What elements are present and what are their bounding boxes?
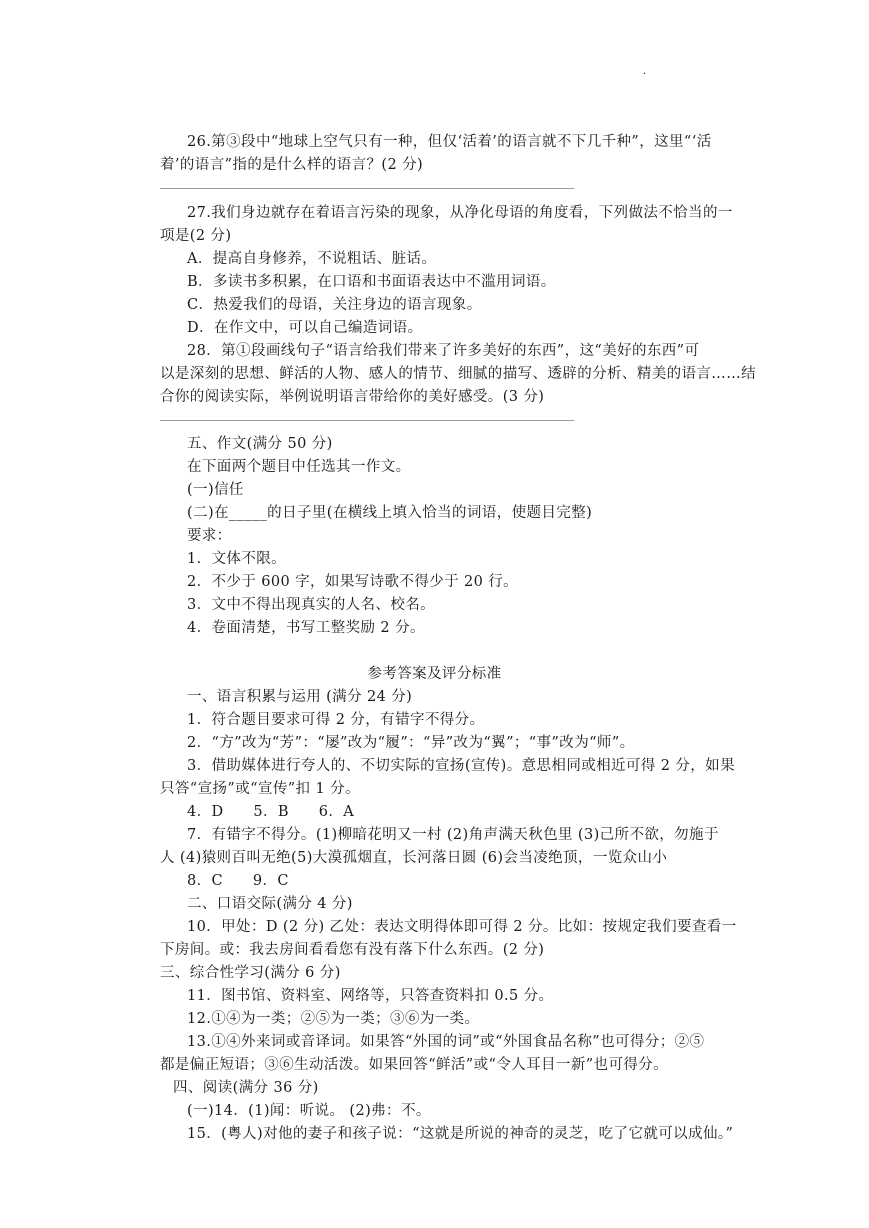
answer-12: 12.①④为一类；②⑤为一类；③⑥为一类。 <box>187 1011 480 1027</box>
q26-line2: 着’的语言”指的是什么样的语言？(2 分) <box>160 157 424 173</box>
q28-line3: 合你的阅读实际，举例说明语言带给你的美好感受。(3 分) <box>160 389 545 405</box>
essay-requirement: 2．不少于 600 字，如果写诗歌不得少于 20 行。 <box>187 574 519 590</box>
q27-option-b: B．多读书多积累，在口语和书面语表达中不滥用词语。 <box>187 274 556 290</box>
q27-option-a: A．提高自身修养，不说粗话、脏话。 <box>187 251 437 267</box>
answers-title: 参考答案及评分标准 <box>367 666 502 682</box>
answer-2: 2．“方”改为“芳”：“屡”改为“履”：“异”改为“翼”；“事”改为“师”。 <box>187 735 635 751</box>
answer-3-line2: 只答“宣扬”或“宣传”扣 1 分。 <box>160 781 360 797</box>
answer-13-line1: 13.①④外来词或音译词。如果答“外国的词”或“外国食品名称”也可得分；②⑤ <box>187 1034 705 1050</box>
q28-line1: 28．第①段画线句子“语言给我们带来了许多美好的东西”，这“美好的东西”可 <box>187 343 700 359</box>
essay-intro: 在下面两个题目中任选其一作文。 <box>187 459 411 475</box>
essay-requirement: 3．文中不得出现真实的人名、校名。 <box>187 597 436 613</box>
essay-requirements-label: 要求： <box>187 528 232 544</box>
answer-line <box>160 188 574 189</box>
answer-14: (一)14．(1)闻：听说。 (2)弗：不。 <box>187 1103 431 1119</box>
answer-15: 15．(粤人)对他的妻子和孩子说：“这就是所说的神奇的灵芝，吃了它就可以成仙。” <box>187 1126 734 1142</box>
essay-topic-1: (一)信任 <box>187 482 244 498</box>
answer-line <box>160 420 574 421</box>
section-heading: 一、语言积累与运用 (满分 24 分) <box>187 689 413 705</box>
q27-option-d: D．在作文中，可以自己编造词语。 <box>187 320 423 336</box>
section-heading: 三、综合性学习(满分 6 分) <box>160 965 341 981</box>
essay-requirement: 4．卷面清楚，书写工整奖励 2 分。 <box>187 620 425 636</box>
answer-13-line2: 都是偏正短语；③⑥生动活泼。如果回答“鲜活”或“令人耳目一新”也可得分。 <box>160 1057 669 1073</box>
answer-7-line2: 人 (4)猿则百叫无绝(5)大漠孤烟直，长河落日圆 (6)会当凌绝顶，一览众山小 <box>160 850 668 866</box>
q27-line2: 项是(2 分) <box>160 228 232 244</box>
answer-1: 1．符合题目要求可得 2 分，有错字不得分。 <box>187 712 485 728</box>
answers-8-9: 8．C 9．C <box>187 873 289 889</box>
answer-3-line1: 3．借助媒体进行夸人的、不切实际的宣扬(宣传)。意思相同或相近可得 2 分，如果 <box>187 758 735 774</box>
q27-line1: 27.我们身边就存在着语言污染的现象，从净化母语的角度看，下列做法不恰当的一 <box>187 205 733 221</box>
essay-requirement: 1．文体不限。 <box>187 551 287 567</box>
answer-10-line2: 下房间。或：我去房间看看您有没有落下什么东西。(2 分) <box>160 942 545 958</box>
page-mark: · <box>643 69 647 80</box>
answer-10-line1: 10．甲处：D (2 分) 乙处：表达文明得体即可得 2 分。比如：按规定我们要查看一 <box>187 919 737 935</box>
essay-topic-2: (二)在_____的日子里(在横线上填入恰当的词语，使题目完整) <box>187 505 593 521</box>
q27-option-c: C．热爱我们的母语，关注身边的语言现象。 <box>187 297 482 313</box>
answer-7-line1: 7．有错字不得分。(1)柳暗花明又一村 (2)角声满天秋色里 (3)己所不欲，勿施于 <box>187 827 719 843</box>
answers-4-6: 4．D 5．B 6．A <box>187 804 355 820</box>
section-heading: 二、口语交际(满分 4 分) <box>187 896 353 912</box>
q28-line2: 以是深刻的思想、鲜活的人物、感人的情节、细腻的描写、透辟的分析、精美的语言……结 <box>160 366 756 382</box>
q26-line1: 26.第③段中“地球上空气只有一种，但仅‘活着’的语言就不下几千种”，这里“‘活 <box>187 134 712 150</box>
section-heading: 四、阅读(满分 36 分) <box>173 1080 319 1096</box>
answer-11: 11．图书馆、资料室、网络等，只答查资料扣 0.5 分。 <box>187 988 554 1004</box>
essay-heading: 五、作文(满分 50 分) <box>187 436 333 452</box>
